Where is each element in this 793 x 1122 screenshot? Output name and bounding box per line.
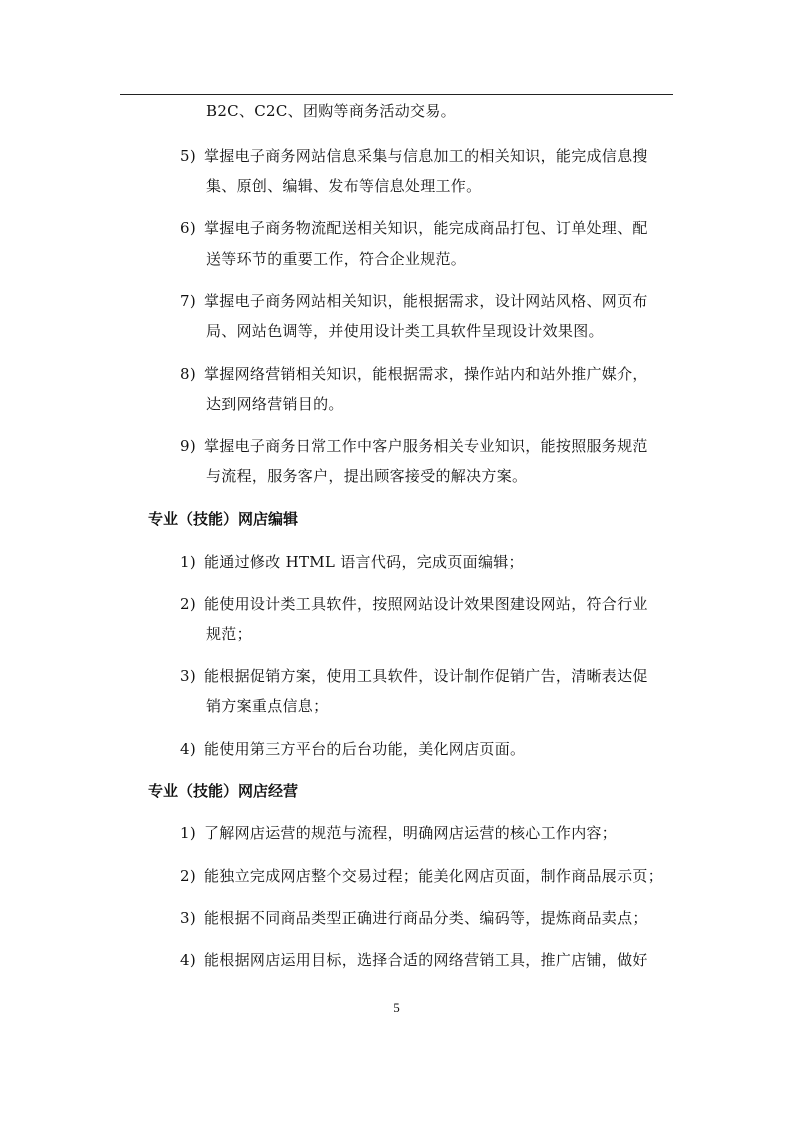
list-item-5-cont: 集、原创、编辑、发布等信息处理工作。 <box>206 177 482 195</box>
list-item-7-cont: 局、网站色调等，并使用设计类工具软件呈现设计效果图。 <box>206 322 604 340</box>
list-item-1: 1) 了解网店运营的规范与流程，明确网店运营的核心工作内容； <box>180 824 618 842</box>
list-item-9: 9) 掌握电子商务日常工作中客户服务相关专业知识，能按照服务规范 <box>180 437 648 455</box>
list-item-7: 7) 掌握电子商务网站相关知识，能根据需求，设计网站风格、网页布 <box>180 292 648 310</box>
list-item-1: 1) 能通过修改 HTML 语言代码，完成页面编辑； <box>180 553 524 571</box>
list-item-2-cont: 规范； <box>206 625 252 643</box>
list-number: 6) <box>180 219 196 237</box>
list-number: 1) <box>180 553 196 571</box>
list-number: 3) <box>180 667 196 685</box>
section-heading-operation: 专业（技能）网店经营 <box>148 782 299 800</box>
list-item-2: 2) 能使用设计类工具软件，按照网站设计效果图建设网站，符合行业 <box>180 595 648 613</box>
list-item-4: 4) 能使用第三方平台的后台功能，美化网店页面。 <box>180 740 526 758</box>
list-item-3: 3) 能根据促销方案，使用工具软件，设计制作促销广告，清晰表达促 <box>180 667 648 685</box>
list-number: 4) <box>180 951 196 969</box>
list-item-8: 8) 掌握网络营销相关知识，能根据需求，操作站内和站外推广媒介， <box>180 365 648 383</box>
section-heading-editing: 专业（技能）网店编辑 <box>148 510 299 528</box>
list-item-9-cont: 与流程，服务客户，提出顾客接受的解决方案。 <box>206 467 528 485</box>
list-item-2: 2) 能独立完成网店整个交易过程；能美化网店页面，制作商品展示页； <box>180 867 664 885</box>
list-number: 9) <box>180 437 196 455</box>
list-number: 1) <box>180 824 196 842</box>
list-item-5: 5) 掌握电子商务网站信息采集与信息加工的相关知识，能完成信息搜 <box>180 147 648 165</box>
list-number: 2) <box>180 595 196 613</box>
list-number: 8) <box>180 365 196 383</box>
list-number: 5) <box>180 147 196 165</box>
list-number: 3) <box>180 909 196 927</box>
list-item-3-cont: 销方案重点信息； <box>206 697 329 715</box>
continuation-line: B2C、C2C、团购等商务活动交易。 <box>206 102 456 120</box>
page-number: 5 <box>393 1000 400 1015</box>
list-number: 7) <box>180 292 196 310</box>
list-number: 4) <box>180 740 196 758</box>
list-item-8-cont: 达到网络营销目的。 <box>206 395 344 413</box>
list-item-6-cont: 送等环节的重要工作，符合企业规范。 <box>206 250 467 268</box>
list-item-3: 3) 能根据不同商品类型正确进行商品分类、编码等，提炼商品卖点； <box>180 909 648 927</box>
header-rule <box>120 94 673 95</box>
list-item-4: 4) 能根据网店运用目标，选择合适的网络营销工具，推广店铺，做好 <box>180 951 648 969</box>
list-number: 2) <box>180 867 196 885</box>
list-item-6: 6) 掌握电子商务物流配送相关知识，能完成商品打包、订单处理、配 <box>180 219 648 237</box>
